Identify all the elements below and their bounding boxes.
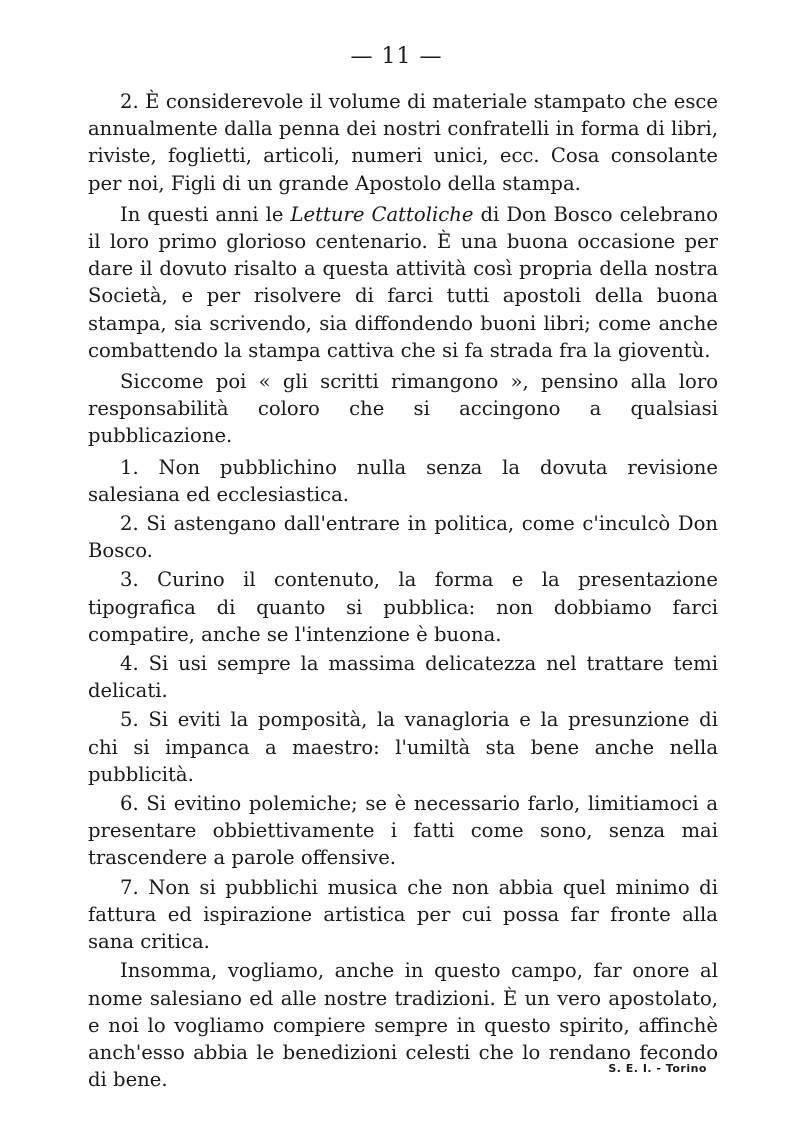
paragraph-scritti-rimangono: Siccome poi « gli scritti rimangono », pensino alla loro responsabilità coloro che si accingono a qualsiasi pubblicazione.	[88, 370, 718, 448]
page-number: — 11 —	[350, 44, 443, 69]
emphasized-title: Letture Cattoliche	[290, 202, 474, 226]
list-item: 1. Non pubblichino nulla senza la dovuta revisione salesiana ed ecclesiastica.	[88, 455, 718, 506]
list-item: 4. Si usi sempre la massima delicatezza nel trattare temi delicati.	[88, 652, 718, 703]
list-item: 6. Si evitino polemiche; se è necessario farlo, limitiamoci a presentare obbiettivamente i fatti come sono, senza mai trascendere a parole offensive.	[88, 792, 718, 870]
paragraph-item-2: 2. È considerevole il volume di materiale stampato che esce annualmente dalla penna dei nostri confratelli in forma di libri, riviste, foglietti, articoli, numeri unici, ecc. Cosa consolante per noi, Figli di un grande Apostolo della stampa.	[88, 90, 718, 195]
list-item: 3. Curino il contenuto, la forma e la presentazione tipografica di quanto si pubblica: non dobbiamo farci compatire, anche se l'intenzione è buona.	[88, 568, 718, 646]
list-item: 2. Si astengano dall'entrare in politica, come c'inculcò Don Bosco.	[88, 512, 718, 563]
paragraph-letture-cattoliche: In questi anni le Letture Cattoliche di Don Bosco celebrano il loro primo glorioso centenario. È una buona occasione per dare il dovuto risalto a questa attività così propria della nostra Società, e per risolvere di farci tutti apostoli della buona stampa, sia scrivendo, sia diffondendo buoni libri; come anche combattendo la stampa cattiva che si fa strada fra la gioventù.	[88, 202, 719, 362]
body-text	[88, 88, 718, 1093]
publisher-imprint: S. E. I. - Torino	[608, 1062, 707, 1075]
list-item: 7. Non si pubblichi musica che non abbia quel minimo di fattura ed ispirazione artistica per cui possa far fronte alla sana critica.	[88, 875, 718, 954]
paragraph-conclusion: Insomma, vogliamo, anche in questo campo, far onore al nome salesiano ed alle nostre tradizioni. È un vero apostolato, e noi lo vogliamo compiere sempre in questo spirito, affinchè anch'esso abbia le benedizioni celesti che lo rendano fecondo di bene.	[88, 959, 718, 1092]
list-item: 5. Si eviti la pomposità, la vanagloria e la presunzione di chi si impanca a maestro: l'umiltà sta bene anche nella pubblicità.	[88, 708, 718, 786]
